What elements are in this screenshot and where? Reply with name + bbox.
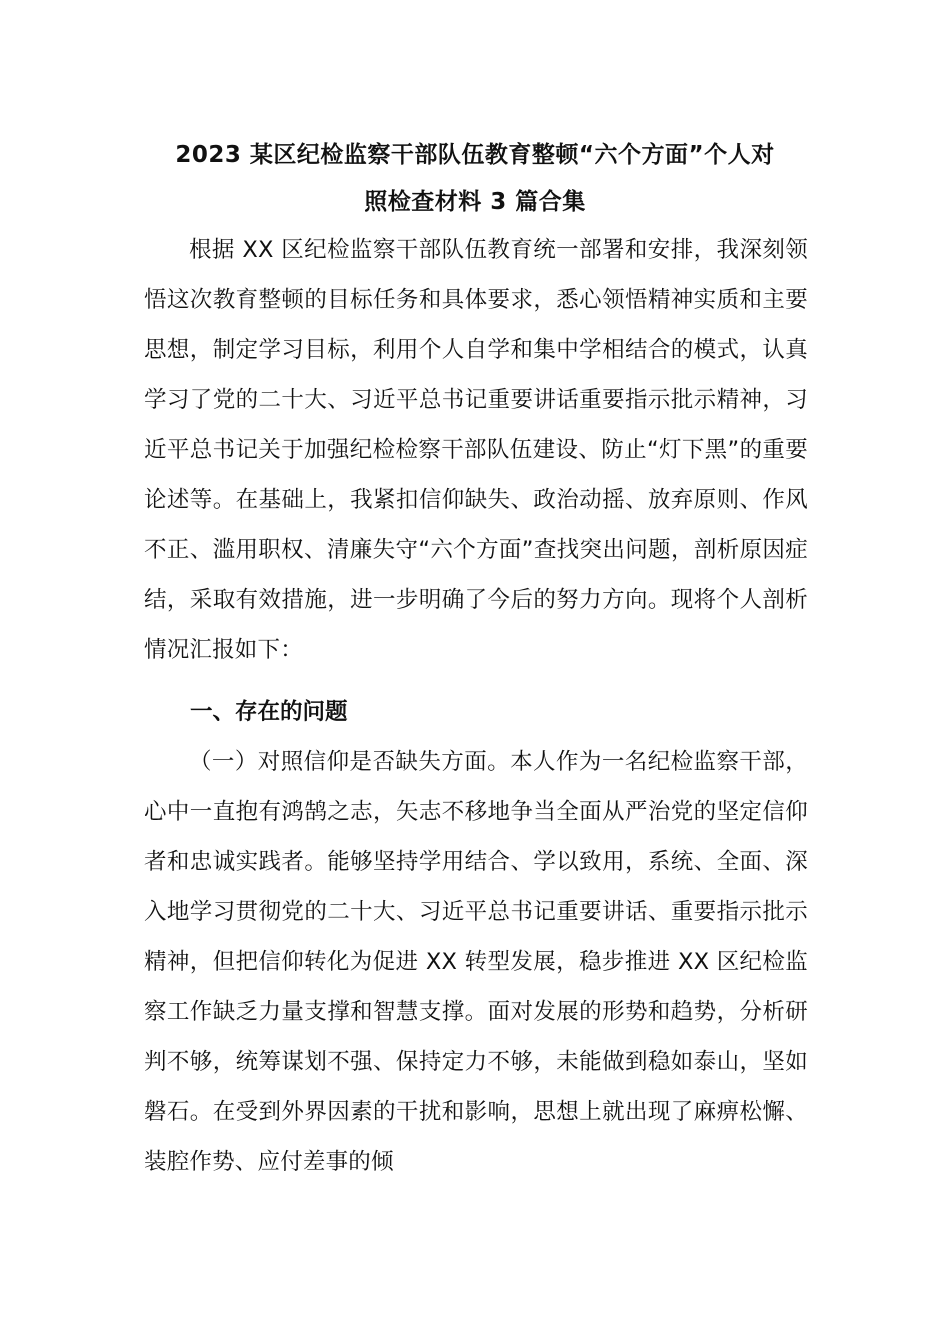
intro-paragraph: 根据 XX 区纪检监察干部队伍教育统一部署和安排，我深刻领悟这次教育整顿的目标任务和具体要求，悉心领悟精神实质和主要思想，制定学习目标，利用个人自学和集中学相结合的模式，认真学习了党的二十大、习近平总书记重要讲话重要指示批示精神，习近平总书记关于加强纪检检察干部队伍建设、防止“灯下黑”的重要论述等。在基础上，我紧扣信仰缺失、政治动摇、放弃原则、作风不正、滥用职权、清廉失守“六个方面”查找突出问题，剖析原因症结，采取有效措施，进一步明确了今后的努力方向。现将个人剖析情况汇报如下： bbox=[144, 237, 808, 663]
document-title-line-2: 照检查材料 3 篇合集 bbox=[364, 189, 586, 215]
section-heading-problems: 一、存在的问题 bbox=[190, 699, 348, 725]
belief-section-paragraph: （一）对照信仰是否缺失方面。本人作为一名纪检监察干部，心中一直抱有鸿鹄之志，矢志不移地争当全面从严治党的坚定信仰者和忠诚实践者。能够坚持学用结合、学以致用，系统、全面、深入地学习贯彻党的二十大、习近平总书记重要讲话、重要指示批示精神，但把信仰转化为促进 XX 转型发展，稳步推进 XX 区纪检监察工作缺乏力量支撑和智慧支撑。面对发展的形势和趋势，分析研判不够，统筹谋划不强、保持定力不够，未能做到稳如泰山，坚如磐石。在受到外界因素的干扰和影响，思想上就出现了麻痹松懈、装腔作势、应付差事的倾 bbox=[144, 749, 808, 1175]
document-title-line-1: 2023 某区纪检监察干部队伍教育整顿“六个方面”个人对 bbox=[175, 142, 775, 168]
